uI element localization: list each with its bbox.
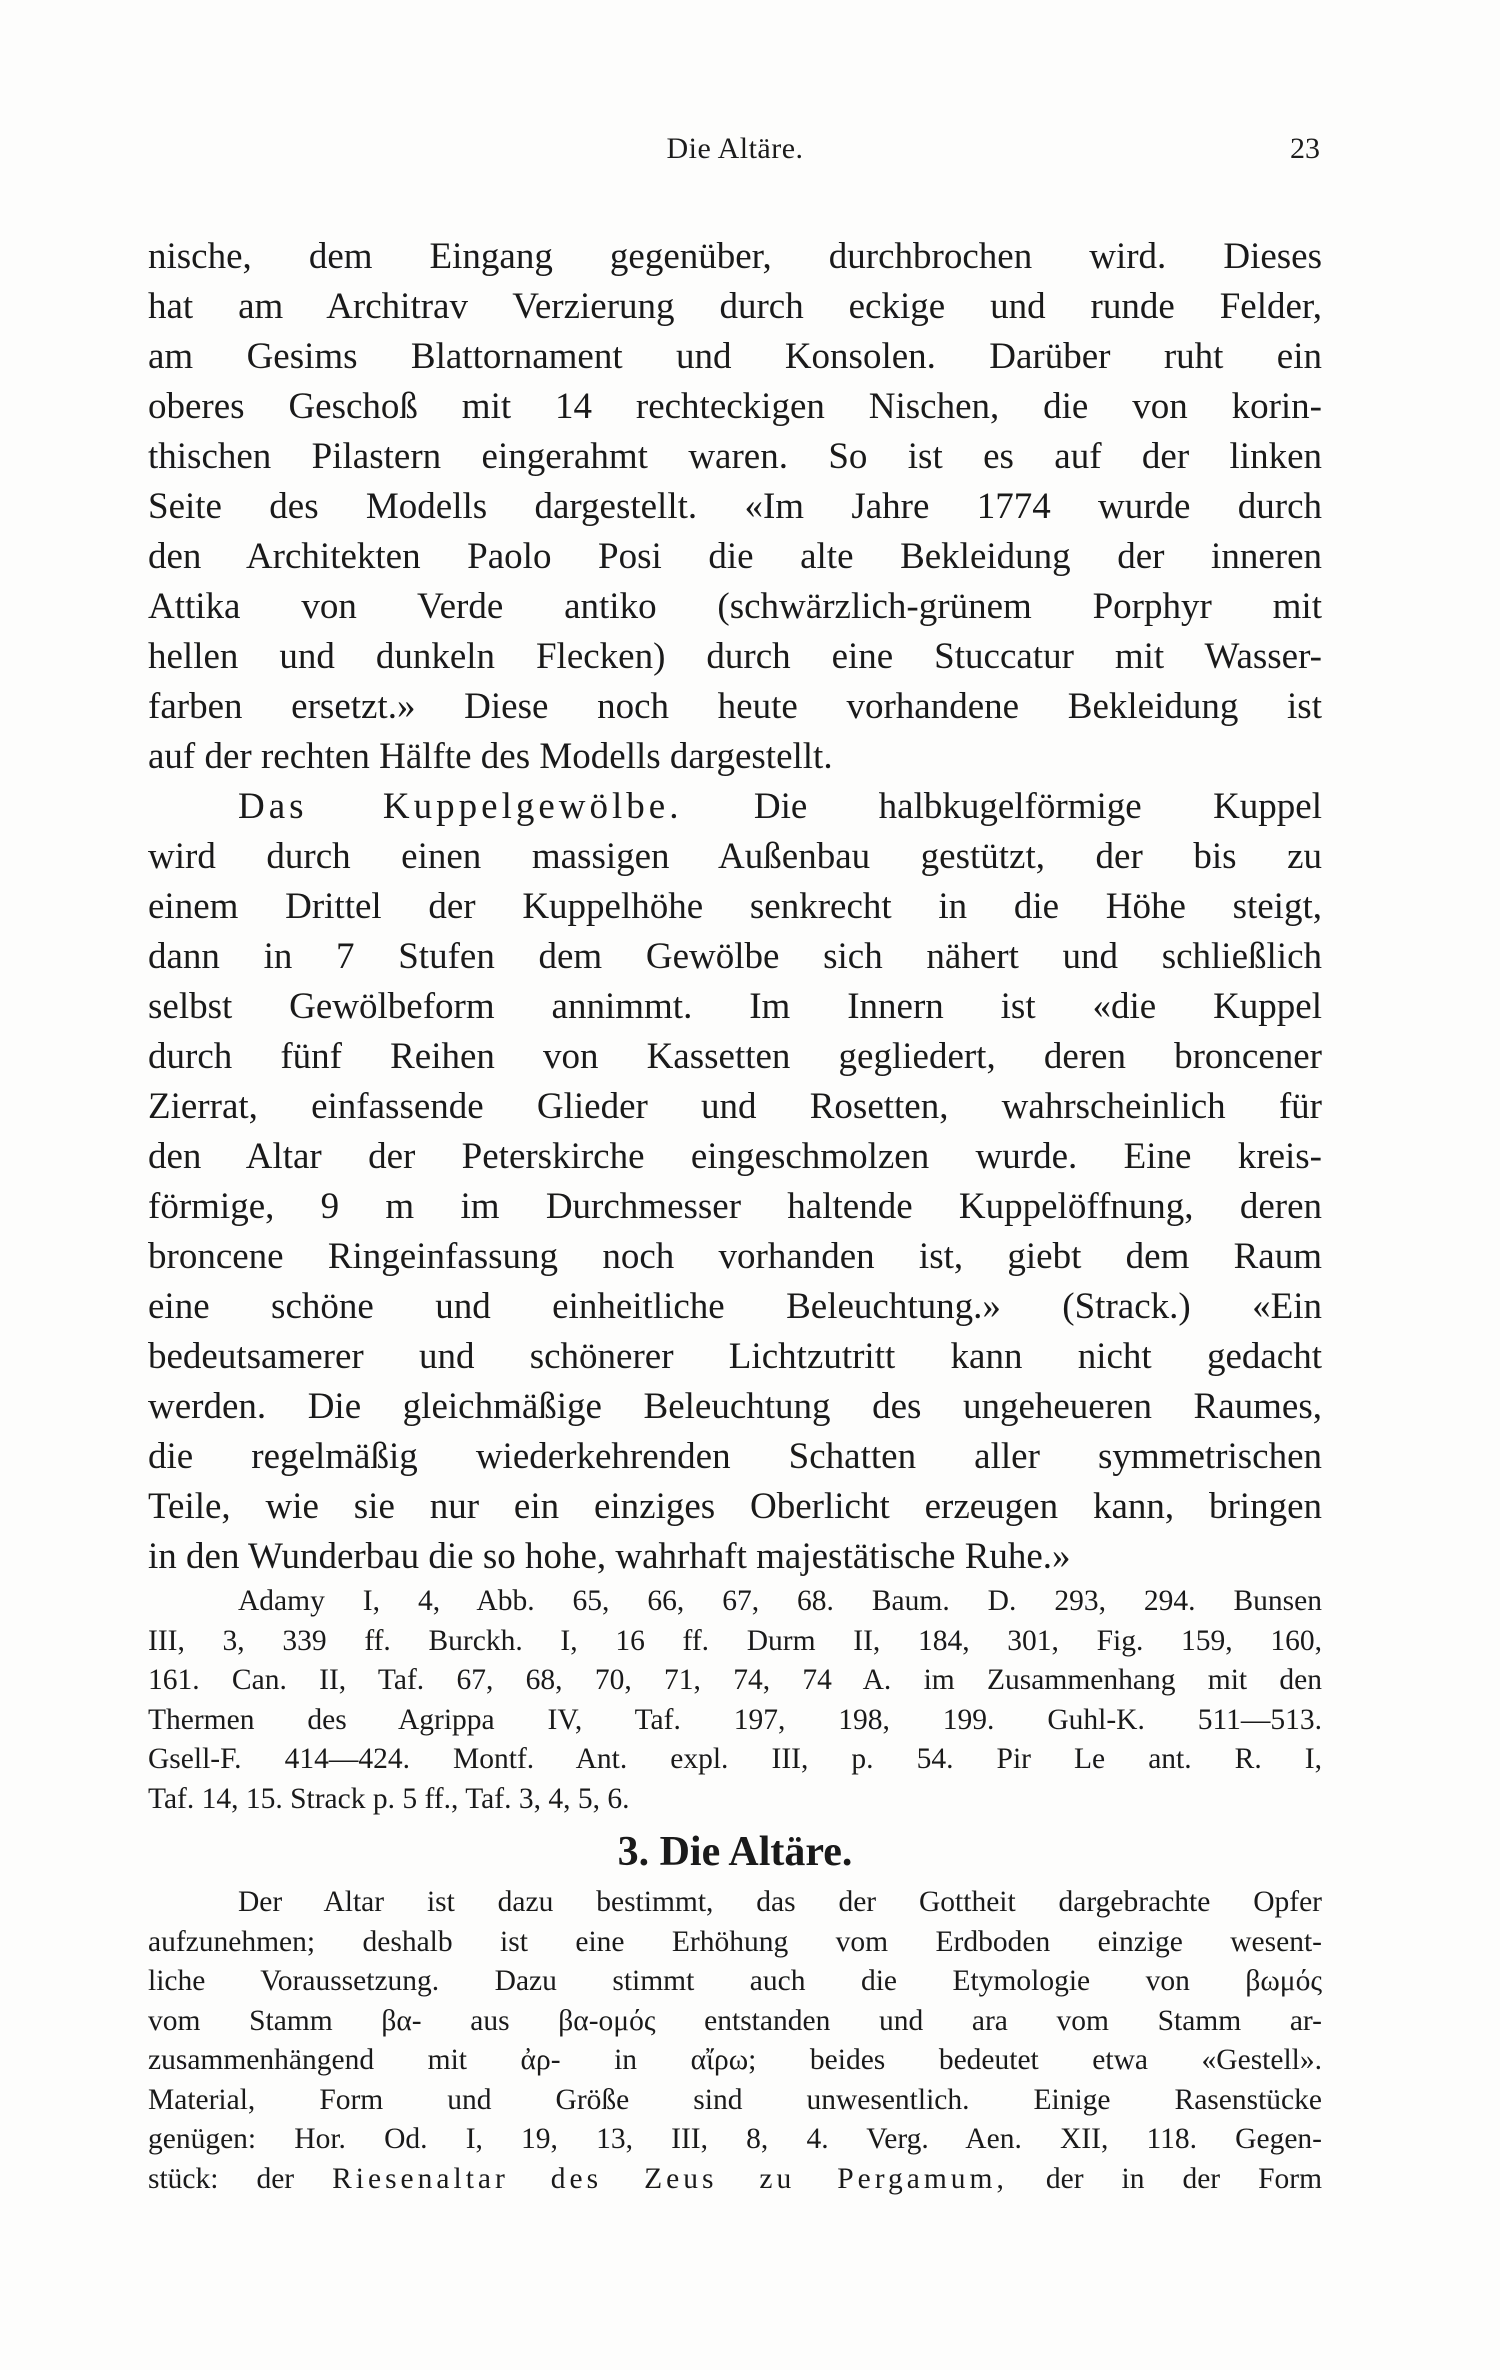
reference-line: Gsell-F. 414—424. Montf. Ant. expl. III, p. 54. Pir Le ant. R. I, xyxy=(148,1743,1322,1775)
text-line: am Gesims Blattornament und Konsolen. Darüber ruht ein xyxy=(148,336,1322,377)
cupola-term: Das Kuppelgewölbe. xyxy=(238,786,683,827)
text-line: einem Drittel der Kuppelhöhe senkrecht in die Höhe steigt, xyxy=(148,886,1322,927)
section-line: aufzunehmen; deshalb ist eine Erhöhung vom Erdboden einzige wesent- xyxy=(148,1925,1322,1958)
text-line: Attika von Verde antiko (schwärzlich-grünem Porphyr mit xyxy=(148,586,1322,627)
text-line: bedeutsamerer und schönerer Lichtzutritt kann nicht gedacht xyxy=(148,1336,1322,1377)
text-line: in den Wunderbau die so hohe, wahrhaft majestätische Ruhe.» xyxy=(148,1536,1071,1577)
text-line: werden. Die gleichmäßige Beleuchtung des ungeheueren Raumes, xyxy=(148,1386,1322,1427)
text-line: den Altar der Peterskirche eingeschmolzen wurde. Eine kreis- xyxy=(148,1136,1322,1177)
section-line: Der Altar ist dazu bestimmt, das der Gottheit dargebrachte Opfer xyxy=(238,1886,1322,1918)
text-line: hellen und dunkeln Flecken) durch eine Stuccatur mit Wasser- xyxy=(148,636,1322,677)
cupola-first-line-rest: Die halbkugelförmige Kuppel xyxy=(753,786,1322,827)
page-body xyxy=(148,232,1322,2199)
text-line: den Architekten Paolo Posi die alte Bekleidung der inneren xyxy=(148,536,1322,577)
section-last-line xyxy=(148,2160,1322,2200)
section-line: genügen: Hor. Od. I, 19, 13, III, 8, 4. Verg. Aen. XII, 118. Gegen- xyxy=(148,2123,1322,2155)
reference-line: Thermen des Agrippa IV, Taf. 197, 198, 199. Guhl-K. 511—513. xyxy=(148,1703,1322,1736)
cupola-first-line xyxy=(148,782,1322,832)
reference-line: Taf. 14, 15. Strack p. 5 ff., Taf. 3, 4, 5, 6. xyxy=(148,1782,630,1815)
text-line: förmige, 9 m im Durchmesser haltende Kuppelöffnung, deren xyxy=(148,1186,1322,1227)
text-line: hat am Architrav Verzierung durch eckige und runde Felder, xyxy=(148,286,1322,327)
cupola-paragraph xyxy=(148,782,1322,1582)
text-line: die regelmäßig wiederkehrenden Schatten aller symmetrischen xyxy=(148,1436,1322,1477)
text-line: nische, dem Eingang gegenüber, durchbrochen wird. Dieses xyxy=(148,236,1322,277)
text-line: durch fünf Reihen von Kassetten gegliedert, deren broncener xyxy=(148,1036,1322,1077)
section-last-line-suffix: der in der Form xyxy=(1045,2162,1323,2195)
text-line: dann in 7 Stufen dem Gewölbe sich nähert und schließlich xyxy=(148,936,1322,977)
section-heading: 3. Die Altäre. xyxy=(617,1829,853,1875)
section-line: vom Stamm βα- aus βα-ομός entstanden und ara vom Stamm ar- xyxy=(148,2004,1322,2037)
text-line: selbst Gewölbeform annimmt. Im Innern ist «die Kuppel xyxy=(148,986,1322,1027)
text-line: Zierrat, einfassende Glieder und Rosetten, wahrscheinlich für xyxy=(148,1086,1322,1127)
section-paragraph xyxy=(148,1883,1322,2199)
page-number: 23 xyxy=(1290,132,1320,165)
section-line: Material, Form und Größe sind unwesentlich. Einige Rasenstücke xyxy=(148,2083,1322,2116)
text-line: farben ersetzt.» Diese noch heute vorhandene Bekleidung ist xyxy=(148,686,1322,727)
running-header xyxy=(150,132,1320,172)
text-line: thischen Pilastern eingerahmt waren. So ist es auf der linken xyxy=(148,436,1322,477)
reference-line: Adamy I, 4, Abb. 65, 66, 67, 68. Baum. D. 293, 294. Bunsen xyxy=(238,1585,1322,1617)
text-line: Teile, wie sie nur ein einziges Oberlicht erzeugen kann, bringen xyxy=(148,1486,1322,1527)
references-block xyxy=(148,1582,1322,1819)
main-paragraph xyxy=(148,232,1322,782)
text-line: auf der rechten Hälfte des Modells dargestellt. xyxy=(148,736,833,777)
section-line: zusammenhängend mit ἀρ- in αἴρω; beides bedeutet etwa «Gestell». xyxy=(148,2044,1322,2076)
reference-line: 161. Can. II, Taf. 67, 68, 70, 71, 74, 74 A. im Zusammenhang mit den xyxy=(148,1664,1322,1696)
text-line: Seite des Modells dargestellt. «Im Jahre 1774 wurde durch xyxy=(148,486,1322,527)
text-line: eine schöne und einheitliche Beleuchtung.» (Strack.) «Ein xyxy=(148,1286,1322,1327)
reference-line: III, 3, 339 ff. Burckh. I, 16 ff. Durm II, 184, 301, Fig. 159, 160, xyxy=(148,1624,1322,1657)
section-last-line-prefix: stück: der xyxy=(148,2162,295,2195)
text-line: oberes Geschoß mit 14 rechteckigen Nischen, die von korin- xyxy=(148,386,1322,427)
text-line: broncene Ringeinfassung noch vorhanden ist, giebt dem Raum xyxy=(148,1236,1322,1277)
pergamon-altar-term: Riesenaltar des Zeus zu Pergamum, xyxy=(332,2162,1008,2195)
section-line: liche Voraussetzung. Dazu stimmt auch die Etymologie von βωμός xyxy=(148,1965,1322,1997)
text-line: wird durch einen massigen Außenbau gestützt, der bis zu xyxy=(148,836,1322,877)
running-title: Die Altäre. xyxy=(666,132,804,165)
